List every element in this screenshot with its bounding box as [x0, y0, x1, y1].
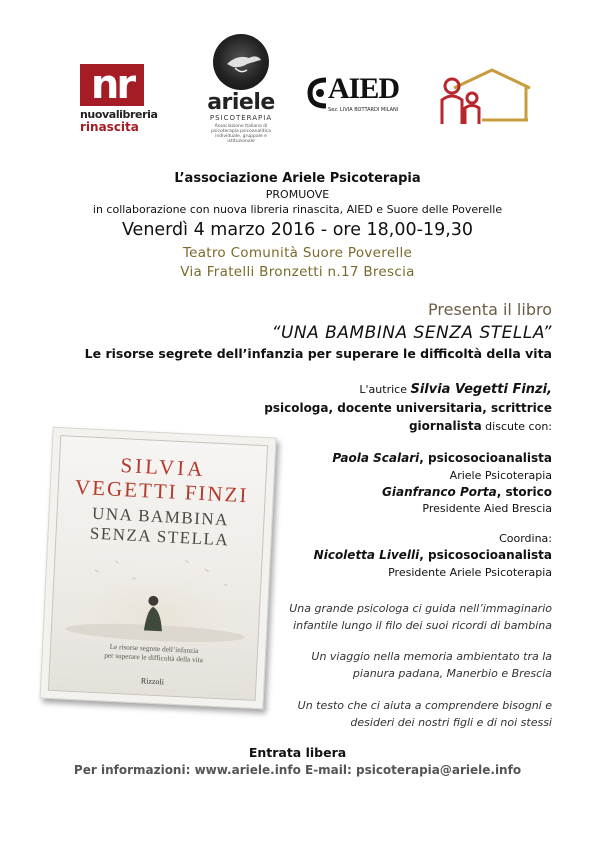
speaker-2-org: Presidente Aied Brescia — [422, 502, 552, 515]
suore-poverelle-logo — [432, 68, 532, 128]
speaker-1: Paola Scalari, psicosocioanalista — [332, 451, 552, 465]
nr-logo-line2: rinascita — [80, 120, 139, 134]
cover-publisher: Rizzoli — [140, 676, 165, 687]
entrata-libera: Entrata libera — [248, 745, 347, 760]
aied-logo-section: Sez. LIVIA BOTTARDI MILANI — [328, 107, 399, 113]
contact-info: Per informazioni: www.ariele.info E-mail: psicoterapia@ariele.info — [73, 763, 522, 777]
house-family-icon — [432, 68, 532, 128]
event-venue: Teatro Comunità Suore Poverelle — [182, 245, 413, 261]
blurb-2: Un viaggio nella memoria ambientato tra la pianura padana, Manerbio e Brescia — [311, 650, 552, 680]
author-roles: psicologa, docente universitaria, scrittrice — [264, 401, 552, 415]
nuova-libreria-rinascita-logo — [80, 62, 158, 136]
blurb-1: Una grande psicologa ci guida nell’immaginario infantile lungo il filo dei suoi ricordi di bambina — [289, 602, 552, 632]
association-name: L’associazione Ariele Psicoterapia — [174, 171, 421, 186]
coordinator: Nicoletta Livelli, psicosocioanalista — [313, 548, 552, 562]
author-line: L'autrice Silvia Vegetti Finzi, — [359, 382, 552, 397]
cover-girl-illustration — [51, 548, 261, 648]
book-title: “UNA BAMBINA SENZA STELLA” — [271, 323, 552, 343]
cover-title-1: UNA BAMBINA — [91, 503, 230, 530]
nr-logo-line1: nuovalibreria — [80, 108, 158, 121]
collaboration-text: in collaborazione con nuova libreria rinascita, AIED e Suore delle Poverelle — [92, 203, 503, 216]
nr-logo-mark: nr — [80, 64, 144, 106]
cover-author-last: VEGETTI FINZI — [74, 474, 250, 508]
coordinator-org: Presidente Ariele Psicoterapia — [388, 566, 552, 579]
presenta-heading: Presenta il libro — [428, 300, 552, 319]
speaker-1-org: Ariele Psicoterapia — [449, 469, 552, 482]
ariele-logo-word: ariele — [207, 90, 275, 115]
book-cover — [39, 427, 276, 710]
aied-symbol-icon — [306, 76, 330, 110]
speaker-2: Gianfranco Porta, storico — [382, 485, 552, 499]
author-roles-2: giornalista discute con: — [408, 419, 552, 433]
book-subtitle: Le risorse segrete dell’infanzia per superare le difficoltà della vita — [84, 346, 552, 361]
aied-logo — [306, 72, 406, 128]
promuove-text: PROMUOVE — [265, 188, 330, 201]
aied-logo-mark: AIED — [328, 72, 400, 105]
blurb-3: Un testo che ci aiuta a comprendere bisogni e desideri dei nostri figli e di noi stessi — [297, 699, 552, 729]
cover-author-first: SILVIA — [119, 453, 206, 482]
ariele-logo — [196, 34, 286, 144]
ariele-logo-sub: PSICOTERAPIA — [209, 114, 273, 122]
coordina-label: Coordina: — [499, 532, 552, 545]
event-address: Via Fratelli Bronzetti n.17 Brescia — [180, 264, 415, 280]
cover-subtitle-1: Le risorse segrete dell’infanzia — [109, 642, 199, 656]
ariele-emblem-icon — [213, 34, 269, 90]
event-datetime: Venerdì 4 marzo 2016 - ore 18,00-19,30 — [121, 220, 474, 240]
book-cover-frame — [48, 435, 268, 701]
author-name: Silvia Vegetti Finzi, — [410, 382, 552, 397]
cover-subtitle-2: per superare le difficoltà della vita — [104, 651, 204, 665]
ariele-logo-tagline: Associazione Italiana di psicoterapia psicoanalitica individuale, gruppale e istituzionale — [211, 124, 271, 144]
cover-title-2: SENZA STELLA — [89, 523, 230, 550]
